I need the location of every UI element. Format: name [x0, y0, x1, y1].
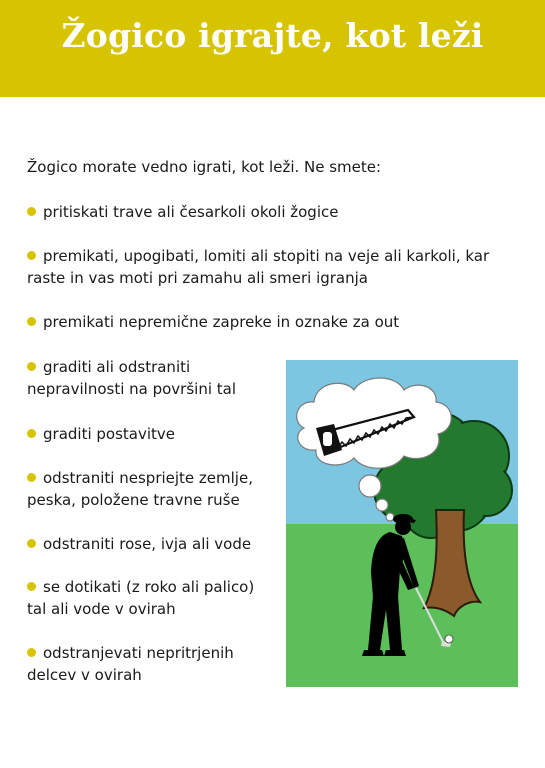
golfer-tree-illustration	[286, 360, 518, 687]
list-item-text: premikati nepremične zapreke in oznake za out	[43, 313, 400, 331]
list-item	[27, 576, 277, 620]
list-item	[27, 423, 277, 445]
list-item	[27, 533, 277, 555]
list-item	[27, 642, 277, 686]
list-item-text: odstranjevati nepritrjenih delcev v ovirah	[27, 644, 234, 684]
page-title: Žogico igrajte, kot leži	[61, 16, 484, 55]
list-item-text: odstraniti nespriejte zemlje, peska, položene travne ruše	[27, 469, 253, 509]
bullet-dot-icon	[27, 251, 36, 260]
bullet-dot-icon	[27, 582, 36, 591]
bullet-dot-icon	[27, 648, 36, 657]
list-item-text: se dotikati (z roko ali palico) tal ali vode v ovirah	[27, 578, 255, 618]
bullet-dot-icon	[27, 539, 36, 548]
bullet-dot-icon	[27, 473, 36, 482]
bullet-dot-icon	[27, 317, 36, 326]
list-item	[27, 467, 277, 511]
list-item-text: premikati, upogibati, lomiti ali stopiti na veje ali karkoli, kar raste in vas moti pri zamahu ali smeri igranja	[27, 247, 490, 287]
list-item-text: odstraniti rose, ivja ali vode	[43, 535, 252, 553]
list-item	[27, 245, 507, 289]
list-item	[27, 311, 507, 333]
intro-text: Žogico morate vedno igrati, kot leži. Ne smete:	[27, 158, 382, 176]
list-item-text: graditi ali odstraniti nepravilnosti na površini tal	[27, 358, 237, 398]
header-banner	[0, 0, 545, 97]
list-item-text: graditi postavitve	[43, 425, 176, 443]
golf-ball	[445, 635, 453, 643]
bullet-dot-icon	[27, 362, 36, 371]
list-item	[27, 201, 507, 223]
bullet-dot-icon	[27, 207, 36, 216]
list-item-text: pritiskati trave ali česarkoli okoli žogice	[43, 203, 339, 221]
bullet-dot-icon	[27, 429, 36, 438]
list-item	[27, 356, 277, 400]
